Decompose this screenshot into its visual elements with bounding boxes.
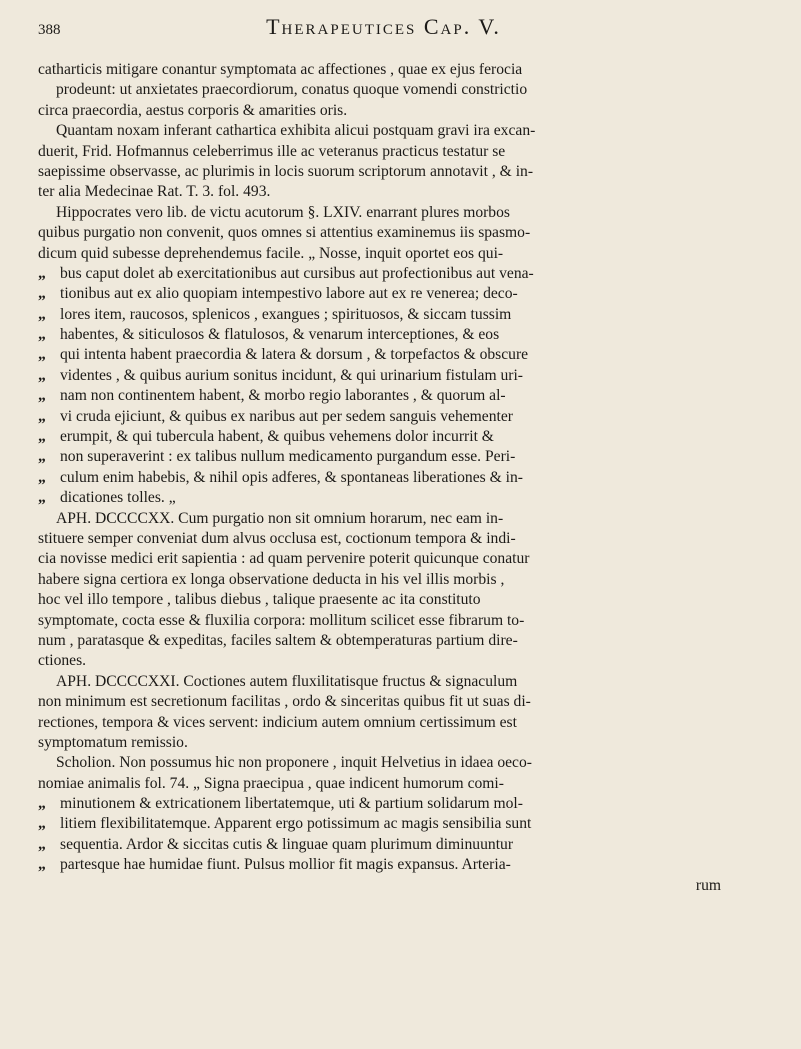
text-line: habere signa certiora ex longa observatione deducta in his vel illis morbis , <box>38 570 505 588</box>
text-line: catharticis mitigare conantur symptomata ac affectiones , quae ex ejus ferocia <box>38 61 523 78</box>
text-line: prodeunt: ut anxietates praecordiorum, conatus quoque vomendi constrictio <box>56 81 528 99</box>
running-head: Therapeutices Cap. V. <box>266 14 501 39</box>
quote-mark: „ <box>38 346 46 364</box>
quoted-line <box>38 855 761 875</box>
text-line: Hippocrates vero lib. de victu acutorum §. LXIV. enarrant plures morbos <box>56 203 510 221</box>
text-line: videntes , & quibus aurium sonitus incidunt, & qui urinarium fistulam uri- <box>60 366 524 384</box>
text-line: litiem flexibilitatemque. Apparent ergo potissimum ac magis sensibilia sunt <box>60 815 532 833</box>
text-line: non minimum est secretionum facilitas , ordo & sinceritas quibus fit ut suas di- <box>38 693 531 711</box>
quoted-line <box>38 264 761 284</box>
text-line: sequentia. Ardor & siccitas cutis & linguae quam plurimum diminuuntur <box>60 835 514 853</box>
quoted-line <box>38 447 761 467</box>
text-line: symptomate, cocta esse & fluxilia corpora: mollitum scilicet esse fibrarum to- <box>38 611 525 629</box>
page-header <box>38 14 761 40</box>
text-line: lores item, raucosos, splenicos , exangues ; spirituosos, & siccam tussim <box>60 305 512 323</box>
quoted-line <box>38 835 761 855</box>
text-line: stituere semper conveniat dum alvus occlusa est, coctionum tempora & indi- <box>38 529 516 547</box>
text-line: partesque hae humidae fiunt. Pulsus mollior fit magis expansus. Arteria- <box>60 856 511 874</box>
text-line: ter alia Medecinae Rat. T. 3. fol. 493. <box>38 183 271 201</box>
text-line: symptomatum remissio. <box>38 733 188 751</box>
quote-mark: „ <box>38 428 46 446</box>
quote-mark: „ <box>38 326 46 344</box>
aphorism-920-start: APH. DCCCCXX. Cum purgatio non sit omnium horarum, nec eam in- <box>56 509 504 527</box>
text-line: rectiones, tempora & vices servent: indicium autem omnium certissimum est <box>38 713 517 731</box>
quoted-line <box>38 305 761 325</box>
text-line: Quantam noxam inferant cathartica exhibita alicui postquam gravi ira excan- <box>56 122 536 140</box>
text-line: dicationes tolles. „ <box>60 489 176 507</box>
text-line: erumpit, & qui tubercula habent, & quibus vehemens dolor incurrit & <box>60 428 494 446</box>
quote-mark: „ <box>38 795 46 813</box>
text-line: minutionem & extricationem libertatemque, uti & partium solidarum mol- <box>60 795 523 813</box>
text-line: habentes, & siticulosos & flatulosos, & venarum interceptiones, & eos <box>60 326 500 344</box>
text-line: duerit, Frid. Hofmannus celeberrimus ille ac veteranus practicus testatur se <box>38 142 506 160</box>
quote-mark: „ <box>38 285 46 303</box>
text-line: quibus purgatio non convenit, quos omnes si attentius examinemus iis spasmo- <box>38 224 531 242</box>
quote-mark: „ <box>38 856 46 874</box>
text-line: num , paratasque & expeditas, faciles saltem & obtemperaturas partium dire- <box>38 631 518 649</box>
scholion-start: Scholion. Non possumus hic non proponere , inquit Helvetius in idaea oeco- <box>56 754 532 772</box>
quoted-line <box>38 814 761 834</box>
text-line: nomiae animalis fol. 74. „ Signa praecipua , quae indicent humorum comi- <box>38 774 504 792</box>
quote-mark: „ <box>38 835 46 853</box>
quoted-line <box>38 386 761 406</box>
text-line: cia novisse medici erit sapientia : ad quam pervenire poterit quicunque conatur <box>38 550 530 568</box>
quote-mark: „ <box>38 366 46 384</box>
quoted-line <box>38 427 761 447</box>
text-line: dicum quid subesse deprehendemus facile. „ Nosse, inquit oportet eos qui- <box>38 244 504 262</box>
quoted-line <box>38 325 761 345</box>
quoted-line <box>38 407 761 427</box>
catchword: rum <box>695 876 721 894</box>
text-line: tionibus aut ex alio quopiam intempestivo labore aut ex re venerea; deco- <box>60 285 518 303</box>
quote-mark: „ <box>38 815 46 833</box>
quoted-line <box>38 488 761 508</box>
text-line: non superaverint : ex talibus nullum medicamento purgandum esse. Peri- <box>60 448 516 466</box>
quoted-line <box>38 284 761 304</box>
text-line: qui intenta habent praecordia & latera & dorsum , & torpefactos & obscure <box>60 346 529 364</box>
text-line: hoc vel illo tempore , talibus diebus , talique praesente ac ita constituto <box>38 591 481 609</box>
quote-mark: „ <box>38 489 46 507</box>
quote-mark: „ <box>38 264 46 282</box>
quoted-line <box>38 345 761 365</box>
text-line: saepissime observasse, ac plurimis in locis suorum scriptorum annotavit , & in- <box>38 162 534 180</box>
quoted-line <box>38 794 761 814</box>
text-line: ctiones. <box>38 652 87 670</box>
quote-mark: „ <box>38 305 46 323</box>
body-text <box>38 60 761 896</box>
quoted-line <box>38 366 761 386</box>
quoted-line <box>38 468 761 488</box>
quote-mark: „ <box>38 387 46 405</box>
text-line: bus caput dolet ab exercitationibus aut cursibus aut profectionibus aut vena- <box>60 264 534 282</box>
quote-mark: „ <box>38 448 46 466</box>
text-line: culum enim habebis, & nihil opis adferes, & spontaneas liberationes & in- <box>60 468 523 486</box>
quote-mark: „ <box>38 407 46 425</box>
text-line: vi cruda ejiciunt, & quibus ex naribus aut per sedem sanguis vehementer <box>60 407 513 425</box>
text-line: nam non continentem habent, & morbo regio laborantes , & quorum al- <box>60 387 506 405</box>
text-line: circa praecordia, aestus corporis & amarities oris. <box>38 101 348 119</box>
aphorism-921-start: APH. DCCCCXXI. Coctiones autem fluxilitatisque fructus & signaculum <box>56 672 518 690</box>
quote-mark: „ <box>38 468 46 486</box>
page-number: 388 <box>38 22 61 38</box>
